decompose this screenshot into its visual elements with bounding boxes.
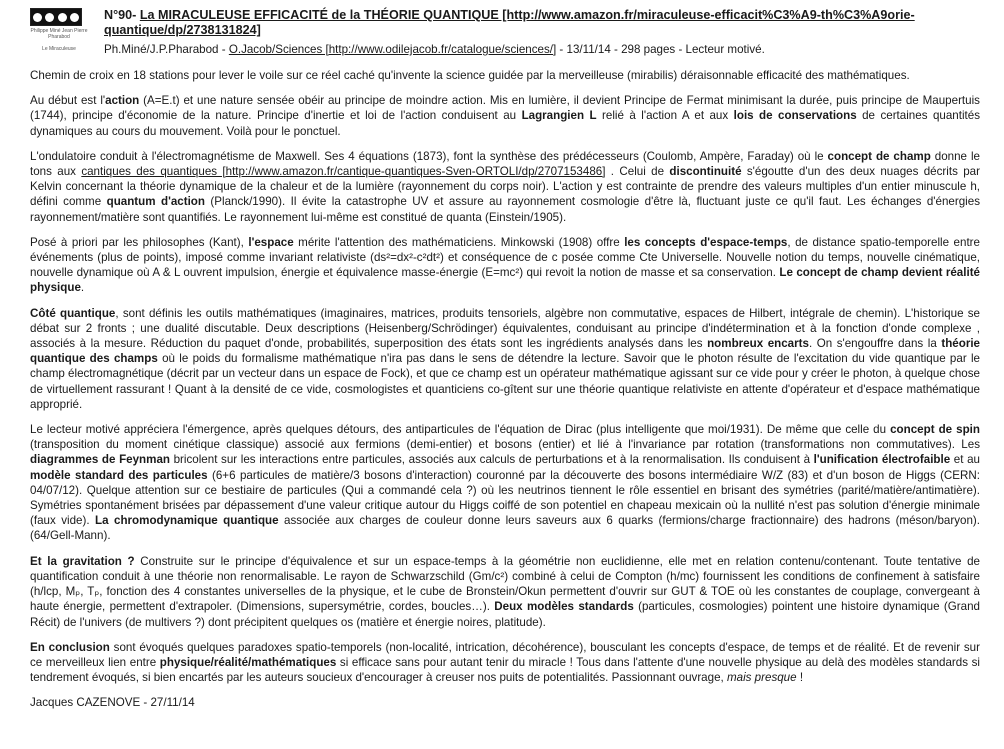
text: (A=E.t) et une nature sensée obéir au principe de moindre action. Mis en lumière, il devient Principe de Fermat minimisant la durée, puis principe de Maupertuis (1744), principe d'économie de la nature. Principe d'inertie et loi de l'action conduisent au: [30, 94, 980, 123]
logo-caption-title: Le Miraculeuse: [42, 46, 76, 52]
text: Posé à priori par les philosophes (Kant),: [30, 235, 249, 249]
review-page: [30, 8, 980, 711]
paragraph-ondulatoire: [30, 149, 980, 225]
keyword: concept de champ: [827, 149, 931, 163]
text: si efficace sans pour autant tenir du miracle ! Tous dans l'attente d'une nouvelle physique au delà des modèles standards si tendrement évoqués, si bien encartés par les auteurs soucieux d'encourager à creuser nos puits de potentialités. Passionnant ouvrage,: [30, 655, 981, 685]
keyword: concept de spin: [890, 423, 980, 437]
paragraph-gravitation: [30, 554, 980, 630]
text: Au début est l': [30, 94, 106, 108]
publication-info: - 13/11/14 - 298 pages - Lecteur motivé.: [556, 43, 765, 56]
keyword: action: [105, 94, 140, 108]
keyword: Côté quantique: [30, 306, 116, 320]
book-authors: Ph.Miné/J.P.Pharabod: [104, 43, 219, 56]
text: (Planck/1990). Il évite la catastrophe UV et assure au rayonnement cosmologie d'être là, fluctuant juste ce qu'il faut. Les échanges d'énergies rayonnement/matière sont quantifiés. Le rayonnement lui-même est constitué de quanta (Einstein/1905).: [30, 195, 980, 224]
keyword: En conclusion: [30, 640, 110, 654]
text: de certaines quantités dynamiques au cours du mouvement. Voilà pour le ponctuel.: [30, 109, 980, 138]
text: où le poids du formalisme mathématique n'ira pas dans le sens de détendre la lecture. Savoir que le photon résulte de l'excitation du vide quantique par le champ électromagnétique (décrit par un vecteur dans un espace de Fock), et que ce champ est un opérateur mathématique agissant sur ce vide pour y créer le photon, à quelque chose de virtuellement rassurant ! Quant à la densité de ce vide, cosmologistes et quanticiens co-gîtent sur une théorie quantique relativiste en attente d'opérateur et d'espace mathématique approprié.: [30, 352, 981, 411]
keyword: Le concept de champ devient réalité physique: [30, 266, 980, 295]
keyword: modèle standard des particules: [30, 468, 208, 482]
text: s'égoutte d'un des deux nuages décrits par Kelvin concernant la théorie dynamique de la chaleur et de la lumière (rayonnement du corps noir). L'action y est contrainte de prendre des valeurs multiples d'un entier minuscule h, défini comme: [30, 165, 980, 209]
review-header: [30, 8, 980, 66]
text: . Celui de: [605, 165, 670, 179]
book-cover-logo: [30, 8, 90, 64]
text: . On s'engouffre dans la: [808, 337, 942, 351]
paragraph-action: [30, 93, 980, 139]
publisher-link[interactable]: O.Jacob/Sciences [http://www.odilejacob.fr/catalogue/sciences/]: [228, 43, 557, 56]
text: (transposition du moment cinétique classique) associé aux fermions (demi-entier) et bosons (entier) et lié à l'invariance par rotation (transformations non commutatives). Les: [30, 438, 980, 452]
text: , de distance spatio-temporelle entre événements (plus de points), imposé comme invariant relativiste (ds²=dx²-c²dt²) et conséquence de c posée comme Cte Universelle. Nouvelle notion du temps, nouvelle cinématique, nouvelle dynamique où A & L ouvrent impulsion, énergie et équivalence masse-énergie (E=mc²) qui revoit la notion de masse et sa conservation.: [30, 235, 980, 280]
text: mérite l'attention des mathématiciens. Minkowski (1908) offre: [293, 235, 625, 249]
text: (6+6 particules de matière/3 bosons d'interaction) couronné par la découverte des bosons intermédiaire W/Z (83) et d'un boson de Higgs (CERN: 04/07/12). Quelque attention sur ce bestiaire de particules (Qui a commandé cela ?) où les neutrinos tiennent le rôle essentiel en brisant des symétries (parité/matière/antimatière). Symétries spontanément brisées par dépassement d'une valeur critique autour du Higgs coiffé de son potentiel en chapeau mexicain où la nullité n'est pas solution d'énergie minimale (faux vide).: [30, 468, 980, 528]
text: donne le tons aux: [30, 149, 980, 179]
keyword: les concepts d'espace-temps: [624, 235, 788, 249]
text: !: [796, 671, 804, 685]
logo-mark-icon: [30, 8, 82, 26]
cantiques-link[interactable]: cantiques des quantiques [http://www.amazon.fr/cantique-quantiques-Sven-ORTOLI/dp/2707153486]: [81, 165, 606, 179]
keyword: l'unification électrofaible: [813, 453, 951, 467]
keyword: quantum d'action: [106, 195, 205, 209]
text: bricolent sur les interactions entre particules, associés aux calculs de perturbations et à la renormalisation. Ils conduisent à: [169, 453, 814, 467]
text: Le lecteur motivé appréciera l'émergence, après quelques détours, des antiparticules de l'équation de Dirac (plus intelligente que moi/1931). De même que celle du: [30, 423, 891, 437]
meta-separator: -: [218, 43, 229, 56]
book-title-link[interactable]: La MIRACULEUSE EFFICACITÉ de la THÉORIE QUANTIQUE [http://www.amazon.fr/miraculeuse-efficacit%C3%A9-th%C3%A9orie-quantique/dp/2738131824]: [104, 8, 915, 37]
text: L'ondulatoire conduit à l'électromagnétisme de Maxwell. Ses 4 équations (1873), font la synthèse des prédécesseurs (Coulomb, Ampère, Faraday) où le: [30, 149, 828, 163]
paragraph-quantique: [30, 306, 980, 412]
text: , sont définis les outils mathématiques (imaginaires, matrices, produits tensoriels, algèbre non commutative, espaces de Hilbert, intégrale de chemin). L'historique se débat sur 2 fronts ; une dualité discutable. Deux descriptions (Heisenberg/Schrödinger) équivalentes, conduisant au principe d'indétermination et à la fonction d'onde complexe , associés à la mesure. Réduction du paquet d'onde, probabilités, superposition des états sont les ingrédients analysés dans les: [30, 306, 980, 351]
keyword: Deux modèles standards: [494, 600, 634, 614]
review-number: N°90-: [104, 8, 137, 22]
logo-caption-authors: Philippe Miné Jean Pierre Pharabod: [30, 28, 88, 40]
keyword: l'espace: [248, 235, 294, 249]
keyword: nombreux encarts: [707, 337, 809, 351]
keyword: diagrammes de Feynman: [30, 453, 170, 467]
text: sont évoqués quelques paradoxes spatio-temporels (non-localité, intrication, décohérence), bousculant les concepts d'espace, de temps et de réalité. Et de revenir sur ce merveilleux lien entre: [30, 640, 980, 669]
keyword: Et la gravitation ?: [30, 554, 135, 568]
keyword: physique/réalité/mathématiques: [159, 655, 337, 669]
book-meta: [104, 42, 984, 57]
keyword: discontinuité: [669, 165, 742, 179]
paragraph-particules: [30, 422, 980, 544]
text: associée aux charges de couleur donne leurs saveurs aux 6 quarks (fermions/charge fractionnaire) des hadrons (méson/baryon). (64/Gell-Mann).: [30, 514, 980, 543]
emphasis: mais presque: [726, 671, 797, 685]
keyword: lois de conservations: [733, 109, 857, 123]
text: et au: [950, 453, 980, 467]
keyword: Lagrangien L: [521, 109, 597, 123]
text: Construite sur le principe d'équivalence et sur un espace-temps à la géométrie non euclidienne, elle met en relation contenu/contenant. Toute tentative de quantification conduit à une théorie non renormalisable. Le rayon de Schwarzschild (Gm/c²) combiné à celui de Compton (h/mc) fournissent les conditions de confinement à satisfaire (h/lcp, Mₚ, Tₚ, fonction des 4 constantes universelles de la physique, et le cube de Bronstein/Okun permettent d'ouvrir sur GUT & TOE où les constantes de couplage, convergeant à haute énergie, permettent d'extrapoler. (Dimensions, supersymétrie, cordes, boucles…).: [30, 554, 980, 614]
keyword: théorie quantique des champs: [30, 337, 980, 366]
text: .: [80, 281, 85, 295]
paragraph-conclusion: [30, 640, 980, 686]
text: (particules, cosmologies) pointent une histoire dynamique (Grand Récit) de l'univers (de multivers ?) dont précipitent quelques os (matière et énergie noires, platitude).: [30, 600, 980, 629]
text: relié à l'action A et aux: [596, 109, 734, 123]
intro-paragraph: Chemin de croix en 18 stations pour lever le voile sur ce réel caché qu'invente la science guidée par la merveilleuse (mirabilis) déraisonnable efficacité des mathématiques.: [30, 69, 910, 82]
signature: Jacques CAZENOVE - 27/11/14: [30, 696, 195, 710]
paragraph-espace: [30, 235, 980, 296]
review-title: [104, 8, 984, 38]
keyword: La chromodynamique quantique: [95, 514, 279, 528]
